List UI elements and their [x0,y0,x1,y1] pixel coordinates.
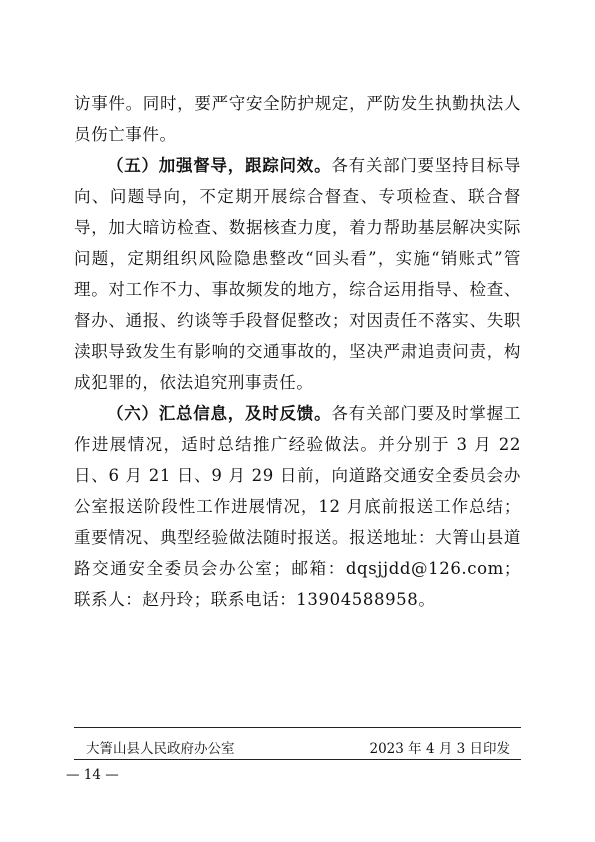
issuer-office: 大箐山县人民政府办公室 [86,741,235,757]
page-number: — 14 — [66,767,119,783]
section-heading-5: （五）加强督导，跟踪问效。 [107,156,332,175]
document-body [74,88,521,615]
footer-issuer-row [86,737,510,757]
issue-date: 2023 年 4 月 3 日印发 [369,741,510,757]
paragraph-supervision [74,150,521,398]
paragraph-feedback [74,398,521,615]
paragraph-feedback-text: 各有关部门要及时掌握工作进展情况，适时总结推广经验做法。并分别于 3 月 22 日、6 月 21 日、9 月 29 日前，向道路交通安全委员会办公室报送阶段性工作进展情况，12 月底前报送工作总结；重要情况、典型经验做法随时报送。报送地址：大箐山县道路交通安全委员会办公室；邮箱：dqsjjdd@126.com；联系人：赵丹玲；联系电话：13904588958。 [74,404,521,609]
paragraph-supervision-text: 各有关部门要坚持目标导向、问题导向，不定期开展综合督查、专项检查、联合督导，加大暗访检查、数据核查力度，着力帮助基层解决实际问题，定期组织风险隐患整改“回头看”，实施“销账式”管理。对工作不力、事故频发的地方，综合运用指导、检查、督办、通报、约谈等手段督促整改；对因责任不落实、失职渎职导致发生有影响的交通事故的，坚决严肃追责问责，构成犯罪的，依法追究刑事责任。 [74,156,521,392]
footer-top-rule [74,727,521,728]
section-heading-6: （六）汇总信息，及时反馈。 [107,404,332,423]
paragraph-continuation: 访事件。同时，要严守安全防护规定，严防发生执勤执法人员伤亡事件。 [74,94,521,144]
footer-bottom-rule [74,759,521,760]
